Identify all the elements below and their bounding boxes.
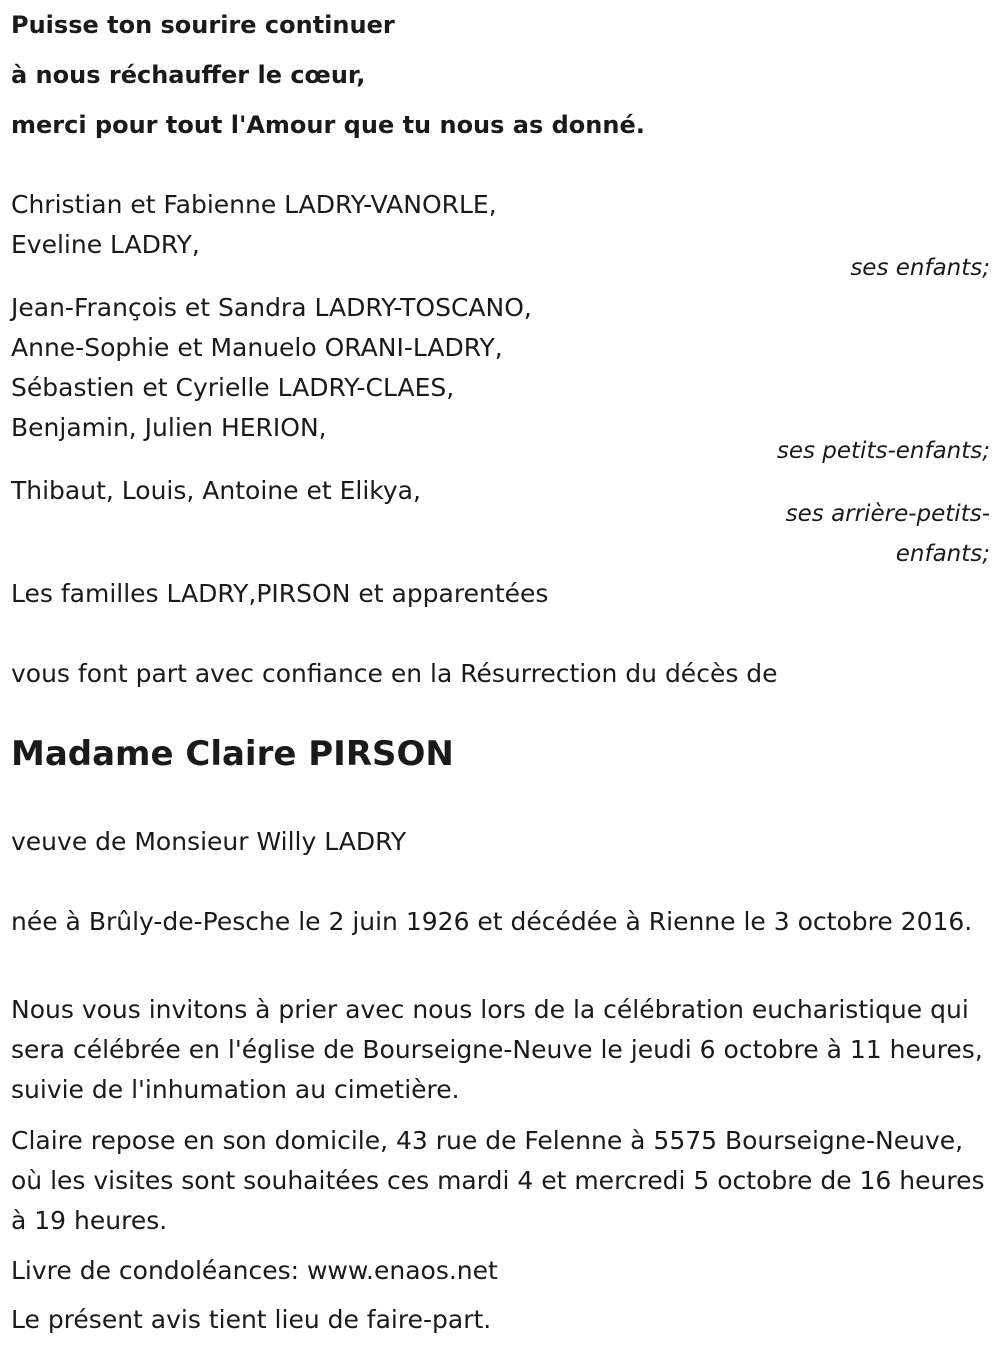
grandchild-name: Jean-François et Sandra LADRY-TOSCANO, [11, 293, 532, 322]
great-grandchildren-role-line-2: enfants; [895, 541, 990, 567]
notice-line: Le présent avis tient lieu de faire-part. [11, 1305, 492, 1334]
condolences-line: Livre de condoléances: www.enaos.net [11, 1256, 498, 1285]
grandchild-name: Benjamin, Julien HERION, [11, 413, 327, 442]
opening-quote [11, 0, 645, 150]
ceremony-paragraph: Nous vous invitons à prier avec nous lors de la célébration eucharistique qui sera célébrée en l'église de Bourseigne-Neuve le jeudi 6 octobre à 11 heures, suivie de l'inhumation au cimetière. [11, 995, 983, 1104]
child-name: Eveline LADRY, [11, 230, 200, 259]
child-name: Christian et Fabienne LADRY-VANORLE, [11, 190, 497, 219]
widow-of-line: veuve de Monsieur Willy LADRY [11, 827, 407, 856]
deceased-name: Madame Claire PIRSON [11, 734, 454, 774]
great-grandchildren-role-label [690, 494, 990, 574]
great-grandchildren-role-line-1: ses arrière-petits- [785, 501, 990, 527]
great-grandchild-name: Thibaut, Louis, Antoine et Elikya, [11, 476, 421, 505]
birth-death-paragraph: née à Brûly-de-Pesche le 2 juin 1926 et décédée à Rienne le 3 octobre 2016. [11, 907, 973, 936]
families-line: Les familles LADRY,PIRSON et apparentées [11, 579, 549, 608]
visits-paragraph: Claire repose en son domicile, 43 rue de Felenne à 5575 Bourseigne-Neuve, où les visites sont souhaitées ces mardi 4 et mercredi 5 octobre de 16 heures à 19 heures. [11, 1126, 985, 1235]
grandchild-name: Anne-Sophie et Manuelo ORANI-LADRY, [11, 333, 503, 362]
grandchildren-role-label: ses petits-enfants; [776, 438, 990, 464]
quote-line-1: Puisse ton sourire continuer [11, 11, 395, 39]
quote-line-2: à nous réchauffer le cœur, [11, 61, 366, 89]
grandchildren-list [11, 288, 991, 448]
grandchild-name: Sébastien et Cyrielle LADRY-CLAES, [11, 373, 455, 402]
announcement-line: vous font part avec confiance en la Résurrection du décès de [11, 659, 778, 688]
children-role-label: ses enfants; [850, 255, 990, 281]
quote-line-3: merci pour tout l'Amour que tu nous as donné. [11, 111, 645, 139]
